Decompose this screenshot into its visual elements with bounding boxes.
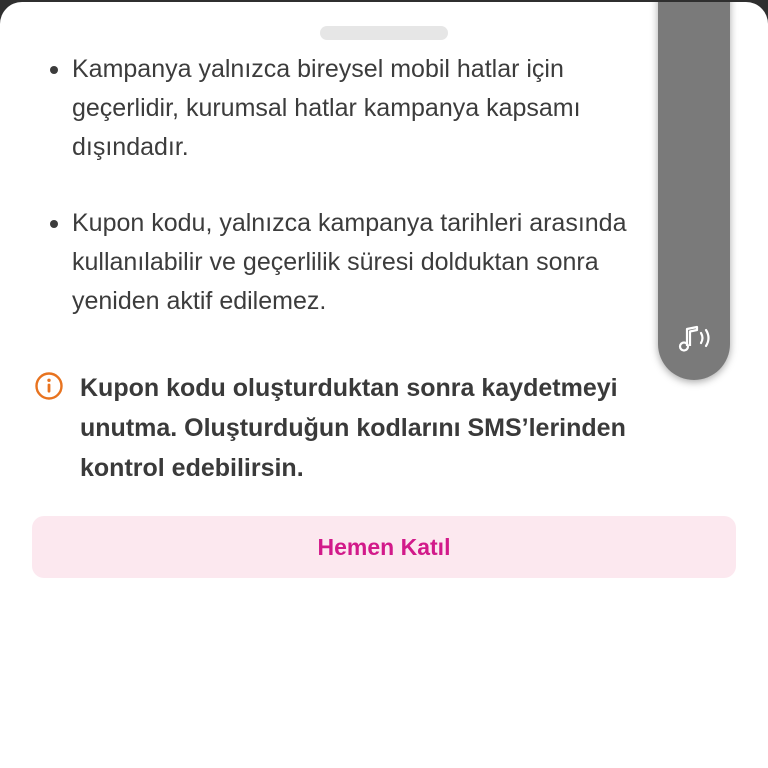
bullet-dot — [50, 220, 58, 228]
list-item — [50, 50, 670, 167]
info-notice — [34, 368, 694, 488]
bullet-line: kullanılabilir ve geçerlilik süresi dolduktan sonra — [72, 248, 599, 276]
notice-line: Kupon kodu oluşturduktan sonra kaydetmeyi — [80, 374, 618, 402]
sheet-grabber[interactable] — [320, 26, 448, 40]
info-icon — [34, 371, 64, 401]
accessibility-side-panel[interactable] — [658, 2, 730, 380]
bullet-dot — [50, 66, 58, 74]
bullet-line: yeniden aktif edilemez. — [72, 287, 327, 315]
notice-text — [80, 368, 626, 488]
list-item — [50, 204, 670, 321]
bullet-line: Kupon kodu, yalnızca kampanya tarihleri arasında — [72, 209, 627, 237]
join-now-button[interactable]: Hemen Katıl — [32, 516, 736, 578]
notice-line: kontrol edebilirsin. — [80, 454, 304, 482]
bullet-line: Kampanya yalnızca bireysel mobil hatlar için — [72, 55, 564, 83]
notice-line: unutma. Oluşturduğun kodlarını SMS’lerinden — [80, 414, 626, 442]
campaign-terms-list — [50, 50, 670, 321]
audio-icon[interactable] — [672, 320, 716, 356]
bullet-line: dışındadır. — [72, 133, 189, 161]
bottom-sheet — [0, 2, 768, 768]
bullet-line: geçerlidir, kurumsal hatlar kampanya kapsamı — [72, 94, 581, 122]
